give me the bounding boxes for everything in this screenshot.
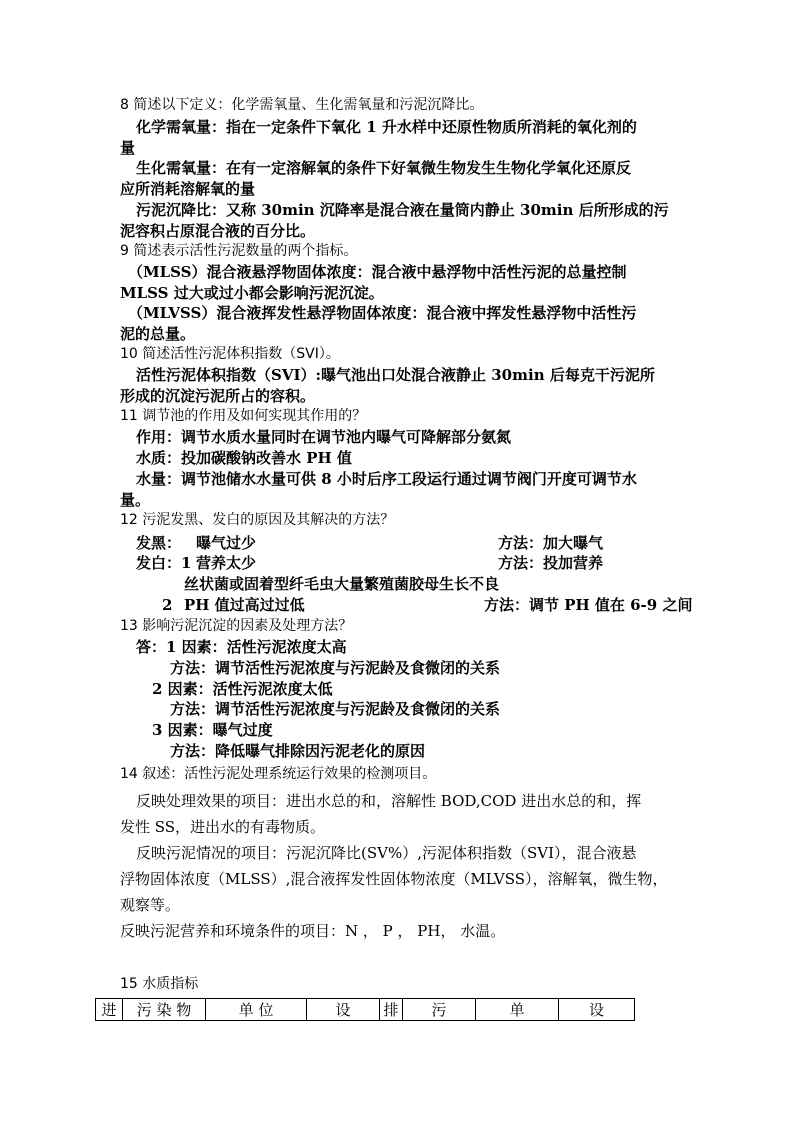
text-line: 11 调节池的作用及如何实现其作用的？ — [120, 408, 367, 424]
text-line: 12 污泥发黑、发白的原因及其解决的方法？ — [120, 512, 395, 528]
text-line: 发白：1 — [136, 554, 192, 572]
text-line: 污泥沉降比：又称 30min 沉降率是混合液在量筒内静止 30min 后所形成的污 — [136, 201, 669, 219]
text-line: 3 因素：曝气过度 — [152, 721, 273, 739]
text-line: 量。 — [120, 491, 151, 509]
text-line: 水质：投加碳酸钠改善水 PH 值 — [136, 449, 352, 467]
text-line: 反映处理效果的项目：进出水总的和，溶解性 BOD,COD 进出水总的和，挥 — [136, 792, 642, 810]
text-line: 量 — [120, 139, 136, 157]
text-line: 8 简述以下定义：化学需氧量、生化需氧量和污泥沉降比。 — [120, 97, 484, 113]
table-cell: 排 — [380, 999, 403, 1021]
text-line: 反映污泥情况的项目：污泥沉降比(SV%）,污泥体积指数（SVI），混合液悬 — [136, 844, 637, 862]
text-line: 14 叙述：活性污泥处理系统运行效果的检测项目。 — [120, 766, 437, 782]
text-line: 方法：降低曝气排除因污泥老化的原因 — [170, 742, 426, 760]
text-line: 方法：调节 PH 值在 6-9 之间 — [484, 596, 693, 614]
table-cell: 设 — [559, 999, 635, 1021]
text-line: 方法：调节活性污泥浓度与污泥龄及食微闭的关系 — [170, 659, 501, 677]
text-line: 生化需氧量：在有一定溶解氧的条件下好氧微生物发生生物化学氧化还原反 — [136, 159, 632, 177]
text-line: 观察等。 — [120, 896, 181, 914]
text-line: （MLVSS）混合液挥发性悬浮物固体浓度：混合液中挥发性悬浮物中活性污 — [128, 304, 637, 322]
text-line: 方法：投加营养 — [498, 554, 604, 572]
text-line: 泥容积占原混合液的百分比。 — [120, 222, 316, 240]
text-line: 丝状菌或固着型纤毛虫大量繁殖菌胶母生长不良 — [184, 575, 500, 593]
text-line: 形成的沉淀污泥所占的容积。 — [120, 387, 316, 405]
text-line: （MLSS）混合液悬浮物固体浓度：混合液中悬浮物中活性污泥的总量控制 — [128, 263, 627, 281]
text-line: 发性 SS，进出水的有毒物质。 — [120, 818, 326, 836]
text-line: MLSS 过大或过小都会影响污泥沉淀。 — [120, 284, 384, 302]
text-line: PH 值过高过过低 — [184, 596, 305, 614]
text-line: 2 因素：活性污泥浓度太低 — [152, 680, 333, 698]
text-line: 曝气过少 — [196, 534, 257, 552]
text-line: 答：1 因素：活性污泥浓度太高 — [136, 638, 347, 656]
text-line: 浮物固体浓度（MLSS）,混合液挥发性固体物浓度（MLVSS），溶解氧，微生物， — [120, 870, 668, 888]
table-row — [96, 999, 635, 1021]
text-line: 化学需氧量：指在一定条件下氧化 1 升水样中还原性物质所消耗的氧化剂的 — [136, 118, 637, 136]
text-line: 13 影响污泥沉淀的因素及处理方法？ — [120, 618, 353, 634]
text-line: 方法：加大曝气 — [498, 534, 604, 552]
table-cell: 设 — [307, 999, 380, 1021]
text-line: 方法：调节活性污泥浓度与污泥龄及食微闭的关系 — [170, 700, 501, 718]
table-cell: 单 — [476, 999, 559, 1021]
water-quality-table — [95, 998, 635, 1021]
text-line: 发黑： — [136, 534, 182, 552]
text-line: 营养太少 — [196, 554, 257, 572]
table-cell: 进 — [96, 999, 123, 1021]
text-line: 2 — [162, 596, 173, 614]
text-line: 15 水质指标 — [120, 976, 199, 992]
text-line: 10 简述活性污泥体积指数（SVI）。 — [120, 346, 340, 362]
table-cell: 污 染 物 — [123, 999, 206, 1021]
table-cell: 污 — [403, 999, 476, 1021]
text-line: 活性污泥体积指数（SVI）:曝气池出口处混合液静止 30min 后每克干污泥所 — [136, 366, 655, 384]
table-cell: 单 位 — [206, 999, 307, 1021]
text-line: 作用：调节水质水量同时在调节池内曝气可降解部分氨氮 — [136, 428, 512, 446]
text-line: 泥的总量。 — [120, 325, 196, 343]
text-line: 应所消耗溶解氧的量 — [120, 180, 256, 198]
text-line: 水量：调节池储水水量可供 8 小时后序工段运行通过调节阀门开度可调节水 — [136, 470, 637, 488]
text-line: 9 简述表示活性污泥数量的两个指标。 — [120, 243, 358, 259]
text-line: 反映污泥营养和环境条件的项目：N ， P ， PH， 水温。 — [120, 922, 506, 940]
